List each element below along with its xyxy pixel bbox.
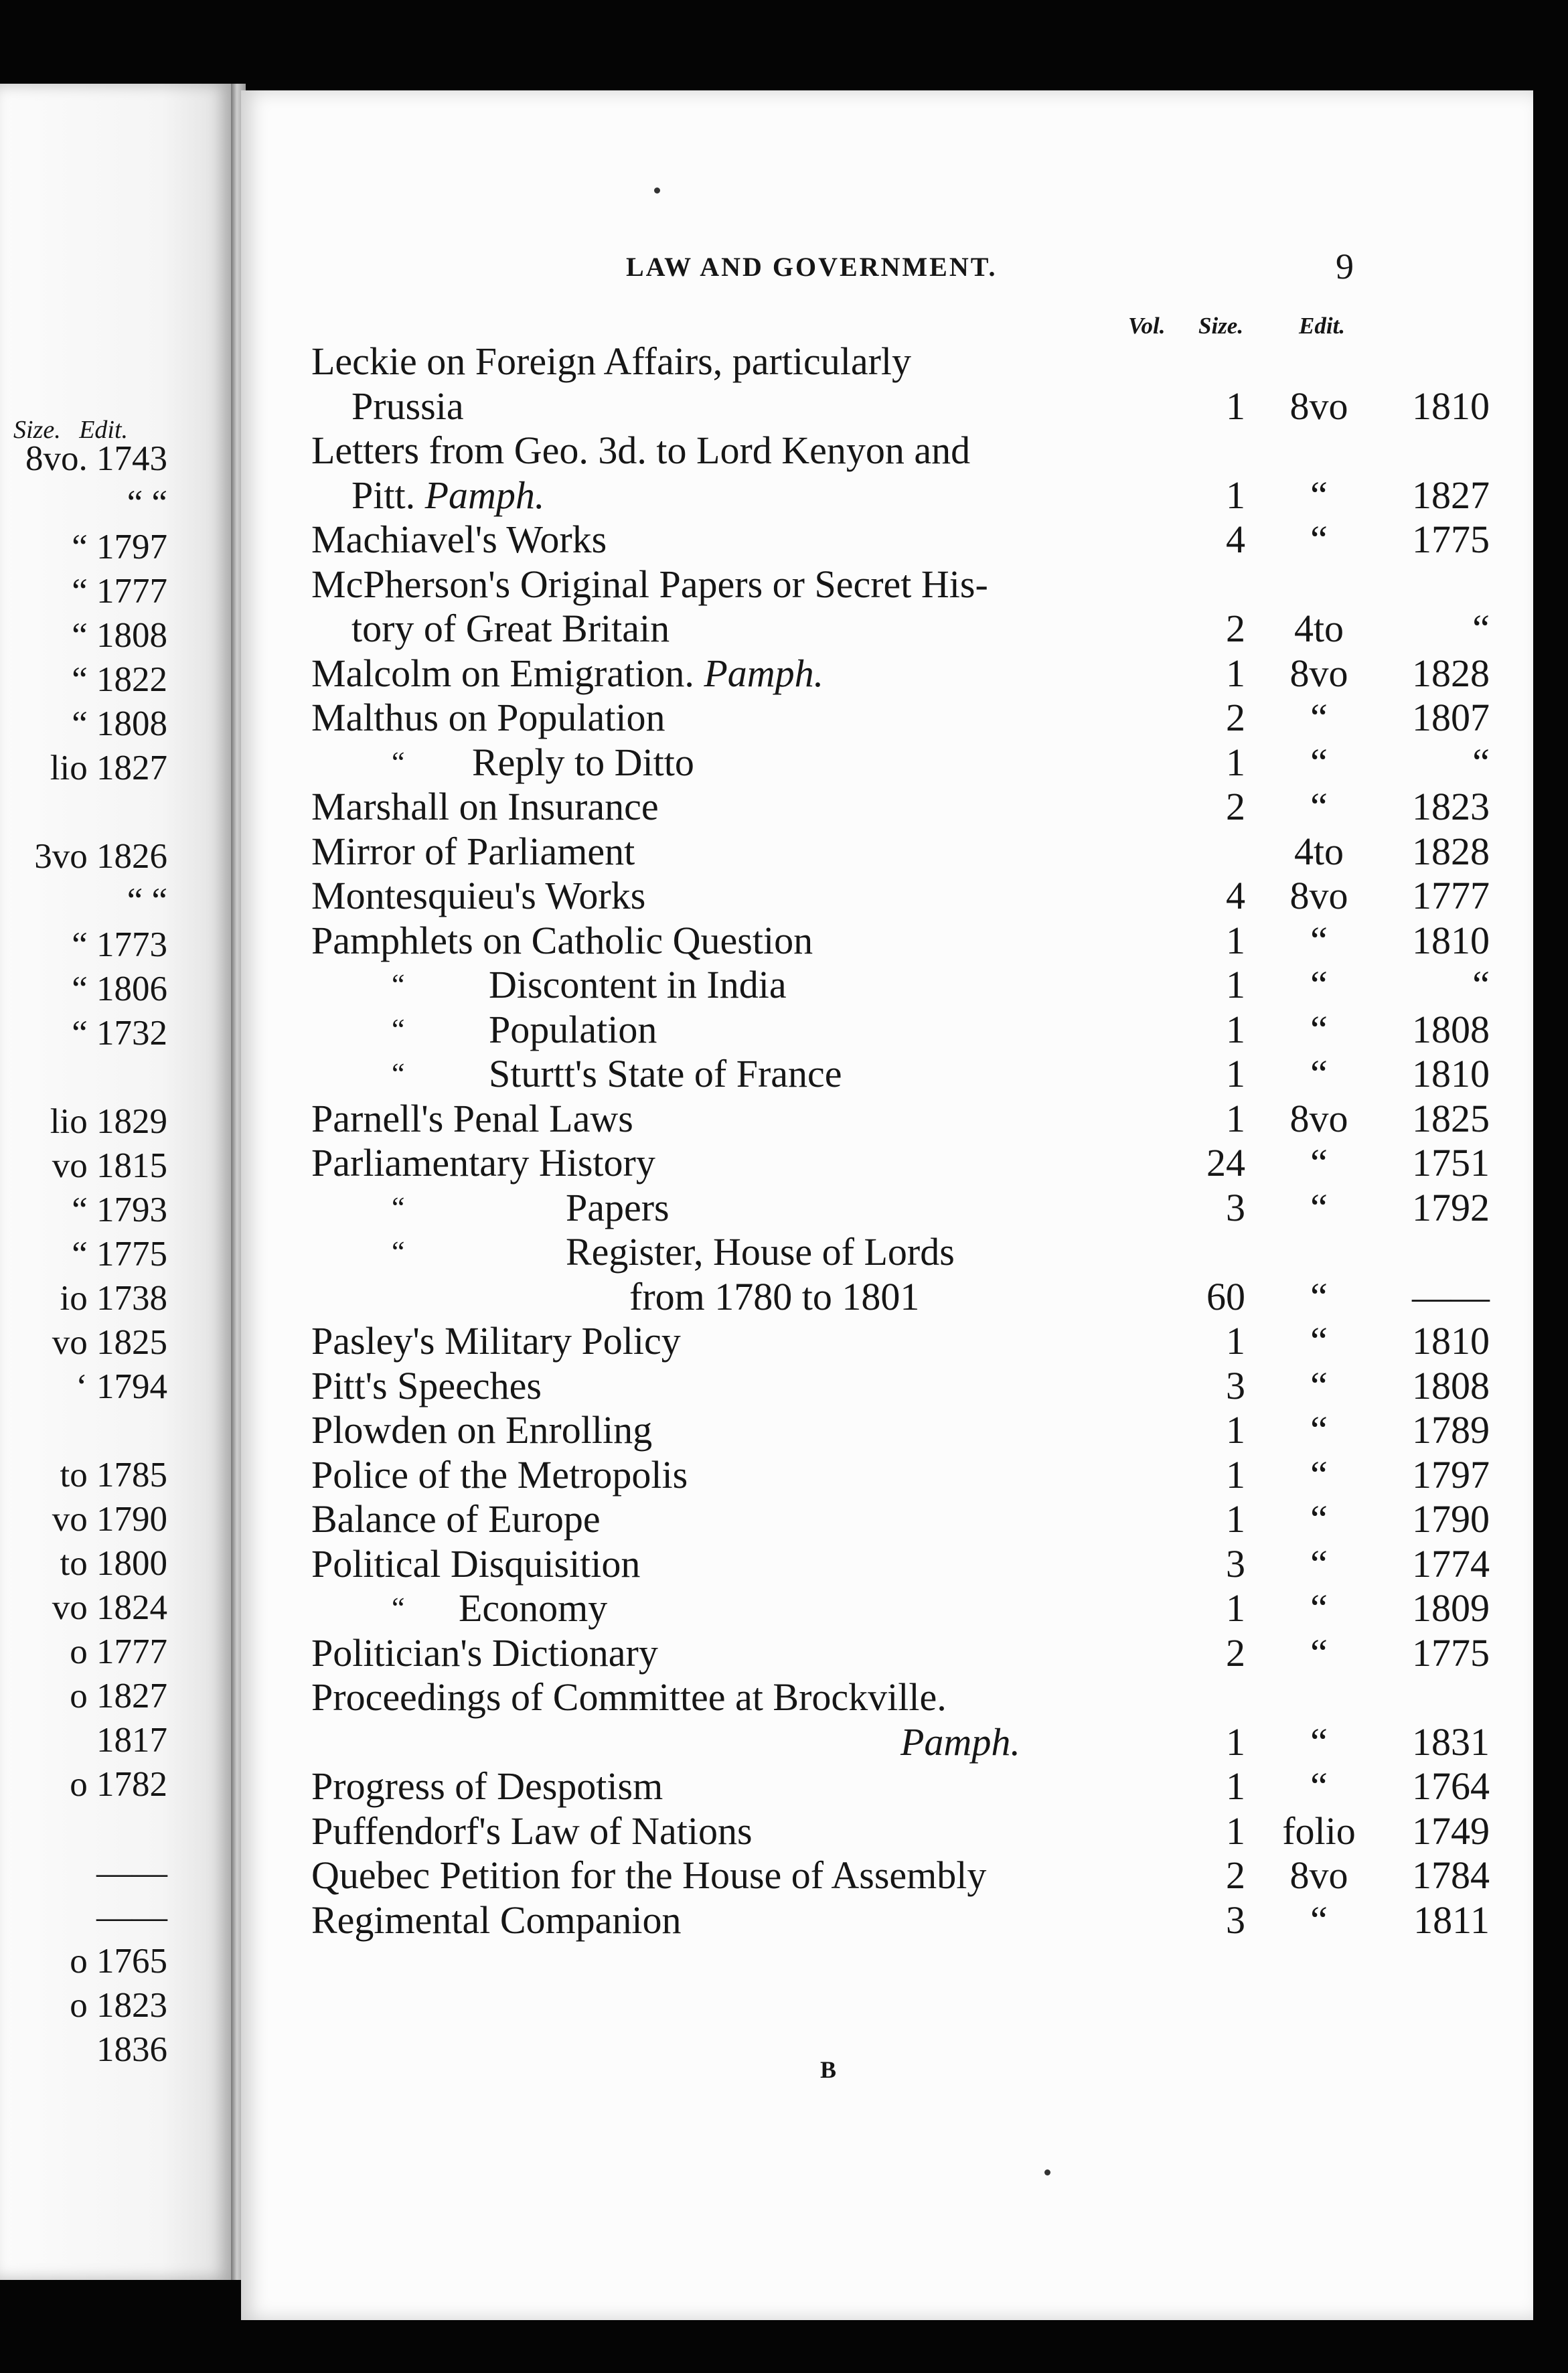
catalogue-entry [311, 739, 1530, 786]
entry-size: 8vo [1289, 651, 1348, 695]
vol-column-header: Vol. [1128, 313, 1166, 339]
entry-edition: 1810 [1412, 1319, 1490, 1363]
entry-size: “ [1310, 1586, 1328, 1630]
entry-size: “ [1310, 1319, 1328, 1363]
printer-signature: B [820, 2056, 837, 2083]
entry-edition: “ [1472, 740, 1490, 784]
entry-edition: 1810 [1412, 384, 1490, 428]
entry-size: 8vo [1289, 384, 1348, 428]
left-page-row: “ 1822 [72, 660, 167, 699]
entry-size: “ [1310, 1719, 1328, 1764]
catalogue-entry [311, 1318, 1530, 1365]
entry-edition: 1789 [1412, 1408, 1490, 1452]
entry-title: Puffendorf's Law of Nations [311, 1809, 753, 1853]
entry-volumes: 2 [1226, 1630, 1245, 1675]
entry-volumes: 1 [1226, 384, 1245, 428]
entry-size: “ [1310, 1007, 1328, 1051]
left-page-row: “ 1732 [72, 1014, 167, 1053]
entry-size: 8vo [1289, 874, 1348, 917]
entry-title: Plowden on Enrolling [311, 1408, 653, 1452]
entry-volumes: 1 [1226, 1809, 1245, 1853]
entry-edition: 1827 [1412, 473, 1490, 517]
left-size-header: Size. [13, 416, 61, 444]
entry-volumes: 1 [1226, 1408, 1245, 1452]
entry-volumes: 1 [1226, 1007, 1245, 1051]
left-page-row: “ 1775 [72, 1235, 167, 1274]
entry-title: Quebec Petition for the House of Assembly [311, 1853, 987, 1897]
catalogue-entry [311, 1808, 1530, 1855]
entry-title: Parnell's Penal Laws [311, 1096, 633, 1140]
entry-volumes: 3 [1226, 1541, 1245, 1586]
entry-size: “ [1310, 1408, 1328, 1452]
left-page-row: “ 1797 [72, 528, 167, 566]
entry-edition: 1797 [1412, 1452, 1490, 1497]
entry-volumes: 1 [1226, 918, 1245, 962]
left-page-row: “ 1793 [72, 1191, 167, 1229]
left-edit-header: Edit. [79, 416, 129, 444]
catalogue-entry [311, 1095, 1530, 1142]
entry-size: “ [1310, 1898, 1328, 1942]
entry-title: Papers [566, 1185, 670, 1229]
entry-edition: 1810 [1412, 918, 1490, 962]
entry-volumes: 1 [1226, 651, 1245, 695]
catalogue-entry [311, 694, 1530, 741]
entry-title: Marshall on Insurance [311, 785, 659, 828]
left-page-row: “ “ [127, 881, 167, 920]
entry-volumes: 1 [1226, 1319, 1245, 1363]
entry-volumes: 2 [1226, 785, 1245, 828]
entry-title: Leckie on Foreign Affairs, particularly [311, 339, 912, 383]
left-page-row: o 1827 [70, 1677, 167, 1715]
entry-title: Parliamentary History [311, 1141, 655, 1184]
entry-volumes: 1 [1226, 1764, 1245, 1808]
left-page-row: “ 1808 [72, 704, 167, 743]
entry-title: Police of the Metropolis [311, 1452, 688, 1497]
entry-volumes: 3 [1226, 1185, 1245, 1229]
entry-title: Pitt's Speeches [311, 1363, 542, 1407]
entry-title: Sturtt's State of France [489, 1052, 842, 1095]
catalogue-entry [311, 1140, 1530, 1186]
entry-size: “ [1310, 1764, 1328, 1808]
entry-title: Economy [459, 1586, 608, 1630]
left-page-row: “ “ [127, 483, 167, 522]
print-speck [654, 187, 660, 194]
entry-title: Pamphlets on Catholic Question [311, 918, 813, 962]
left-page-row: “ 1777 [72, 572, 167, 611]
entry-edition: 1823 [1412, 785, 1490, 828]
entry-size: “ [1310, 1185, 1328, 1229]
entry-volumes: 24 [1206, 1141, 1245, 1184]
ditto-mark: “ [392, 1191, 405, 1224]
catalogue-entry [311, 1852, 1530, 1899]
entry-title: Population [489, 1007, 657, 1051]
entry-volumes: 4 [1226, 874, 1245, 917]
entry-edition: 1828 [1412, 651, 1490, 695]
page-number: 9 [1336, 246, 1354, 287]
catalogue-entry-continuation [311, 1274, 1530, 1320]
entry-size: “ [1310, 740, 1328, 784]
entry-edition: 1784 [1412, 1853, 1490, 1897]
entry-edition: 1808 [1412, 1363, 1490, 1407]
entry-size: “ [1310, 918, 1328, 962]
entry-title: Discontent in India [489, 963, 787, 1006]
entry-title: Mirror of Parliament [311, 829, 635, 873]
entry-size: “ [1310, 785, 1328, 828]
entry-edition: 1775 [1412, 518, 1490, 561]
entry-size: “ [1310, 473, 1328, 517]
entry-volumes: 1 [1226, 1096, 1245, 1140]
catalogue-entry [311, 1897, 1530, 1944]
entry-title: Register, House of Lords [566, 1230, 955, 1274]
left-page-row: lio 1827 [50, 749, 167, 787]
entry-title: Malcolm on Emigration. Pamph. [311, 651, 824, 695]
entry-volumes: 3 [1226, 1898, 1245, 1942]
entry-size: 8vo [1289, 1853, 1348, 1897]
entry-edition: 1777 [1412, 874, 1490, 917]
ditto-mark: “ [392, 1057, 405, 1090]
entry-size: “ [1310, 696, 1328, 739]
left-page-row: “ 1806 [72, 970, 167, 1008]
entry-volumes: 1 [1226, 1052, 1245, 1095]
left-page-row: 1817 [96, 1721, 167, 1760]
entry-size: “ [1310, 1052, 1328, 1095]
entry-title-continuation: from 1780 to 1801 [629, 1274, 920, 1318]
entry-title: Montesquieu's Works [311, 874, 646, 917]
entry-edition: 1831 [1412, 1719, 1490, 1764]
catalogue-entry [311, 650, 1530, 697]
entry-title: Politician's Dictionary [311, 1630, 658, 1675]
catalogue-entry-continuation [311, 605, 1530, 652]
entry-edition: —— [1412, 1274, 1490, 1318]
entry-title: Regimental Companion [311, 1898, 682, 1942]
size-column-header: Size. [1198, 313, 1244, 339]
catalogue-entry [311, 872, 1530, 919]
left-page-row: —— [96, 1898, 167, 1936]
entry-size: “ [1310, 1141, 1328, 1184]
entry-size: 4to [1293, 829, 1344, 873]
left-page-row: —— [96, 1853, 167, 1892]
entry-volumes: 1 [1226, 963, 1245, 1006]
entry-volumes: 1 [1226, 1586, 1245, 1630]
catalogue-entry [311, 427, 1530, 474]
catalogue-entry [311, 1763, 1530, 1810]
entry-title: Letters from Geo. 3d. to Lord Kenyon and [311, 429, 971, 472]
left-page-row: o 1777 [70, 1632, 167, 1671]
catalogue-entry [311, 1674, 1530, 1721]
left-page-row: to 1785 [60, 1456, 167, 1495]
left-page-row: lio 1829 [50, 1102, 167, 1141]
entry-size: “ [1310, 963, 1328, 1006]
entry-edition: 1810 [1412, 1052, 1490, 1095]
catalogue-entry [311, 1496, 1530, 1543]
entry-volumes: 1 [1226, 740, 1245, 784]
entry-edition: 1751 [1412, 1141, 1490, 1184]
entry-size: 4to [1293, 607, 1344, 650]
entry-edition: “ [1472, 963, 1490, 1006]
entry-size: 8vo [1289, 1096, 1348, 1140]
entry-volumes: 2 [1226, 1853, 1245, 1897]
catalogue-entry [311, 1051, 1530, 1097]
entry-size: “ [1310, 1452, 1328, 1497]
entry-title: Machiavel's Works [311, 518, 607, 561]
entry-volumes: 2 [1226, 696, 1245, 739]
entry-edition: 1808 [1412, 1007, 1490, 1051]
entry-edition: 1764 [1412, 1764, 1490, 1808]
entry-volumes: 1 [1226, 473, 1245, 517]
catalogue-entry [311, 1006, 1530, 1053]
entry-edition: 1811 [1413, 1898, 1490, 1942]
catalogue-entry [311, 1407, 1530, 1454]
entry-title: Reply to Ditto [472, 740, 694, 784]
entry-size: “ [1310, 1630, 1328, 1675]
entry-edition: 1775 [1412, 1630, 1490, 1675]
catalogue-entry [311, 1630, 1530, 1677]
catalogue-entry-continuation [311, 383, 1530, 430]
print-speck [1044, 2169, 1050, 2175]
left-page-row: to 1800 [60, 1544, 167, 1583]
left-page-row: 1836 [96, 2030, 167, 2069]
catalogue-entry-continuation [311, 1719, 1530, 1766]
catalogue-entry [311, 1229, 1530, 1276]
left-page [0, 84, 231, 2280]
entry-title: McPherson's Original Papers or Secret His- [311, 562, 988, 606]
entry-edition: 1825 [1412, 1096, 1490, 1140]
catalogue-entry [311, 1585, 1530, 1632]
left-page-row: o 1823 [70, 1986, 167, 2025]
entry-edition: 1774 [1412, 1541, 1490, 1586]
catalogue-entry-continuation [311, 472, 1530, 519]
entry-volumes: 2 [1226, 607, 1245, 650]
left-page-row: o 1782 [70, 1765, 167, 1804]
catalogue-entry [311, 1184, 1530, 1231]
entry-edition: 1809 [1412, 1586, 1490, 1630]
catalogue-entry [311, 783, 1530, 830]
entry-volumes: 1 [1226, 1452, 1245, 1497]
entry-size: “ [1310, 1541, 1328, 1586]
left-page-row: “ 1773 [72, 925, 167, 964]
entry-size: folio [1282, 1809, 1356, 1853]
entry-edition: 1749 [1412, 1809, 1490, 1853]
left-page-row: “ 1808 [72, 616, 167, 655]
left-page-row: vo 1825 [52, 1323, 167, 1362]
left-page-row: vo 1815 [52, 1146, 167, 1185]
entry-volumes: 1 [1226, 1719, 1245, 1764]
catalogue-entry [311, 561, 1530, 608]
catalogue-entry [311, 1363, 1530, 1409]
entry-size: “ [1310, 1497, 1328, 1541]
catalogue-entry [311, 962, 1530, 1008]
entry-format-note: Pamph. [900, 1719, 1020, 1764]
catalogue-entry [311, 1541, 1530, 1588]
entry-title: Proceedings of Committee at Brockville. [311, 1675, 947, 1719]
entry-volumes: 3 [1226, 1363, 1245, 1407]
ditto-mark: “ [392, 968, 405, 1001]
entry-size: “ [1310, 1363, 1328, 1407]
entry-volumes: 4 [1226, 518, 1245, 561]
left-page-row: io 1738 [60, 1279, 167, 1318]
right-page [241, 90, 1533, 2320]
entry-title: Progress of Despotism [311, 1764, 663, 1808]
entry-volumes: 60 [1206, 1274, 1245, 1318]
left-page-row: 3vo 1826 [34, 837, 167, 876]
entry-title-continuation [900, 1719, 1020, 1766]
entry-title-continuation: Pitt. Pamph. [351, 473, 545, 517]
catalogue-entry [311, 338, 1530, 385]
entry-format-note: Pamph. [694, 651, 824, 695]
catalogue-entry [311, 1452, 1530, 1499]
entry-size: “ [1310, 1274, 1328, 1318]
left-page-row: 8vo. 1743 [25, 439, 167, 478]
entry-edition: 1790 [1412, 1497, 1490, 1541]
entry-format-note: Pamph. [415, 473, 545, 517]
left-page-row: vo 1790 [52, 1500, 167, 1539]
catalogue-entry [311, 516, 1530, 563]
entry-volumes: 1 [1226, 1497, 1245, 1541]
entry-title: Political Disquisition [311, 1541, 641, 1586]
entry-title: Pasley's Military Policy [311, 1319, 681, 1363]
entry-edition: 1807 [1412, 696, 1490, 739]
left-page-row: o 1765 [70, 1942, 167, 1981]
catalogue-entry [311, 917, 1530, 964]
entry-title-continuation: Prussia [351, 384, 464, 428]
ditto-mark: “ [392, 1235, 405, 1268]
entry-title-continuation: tory of Great Britain [351, 607, 670, 650]
edit-column-header: Edit. [1299, 313, 1346, 339]
entry-edition: “ [1472, 607, 1490, 650]
entry-title: Malthus on Population [311, 696, 665, 739]
ditto-mark: “ [392, 1012, 405, 1046]
running-head: LAW AND GOVERNMENT. [626, 252, 998, 282]
entry-edition: 1828 [1412, 829, 1490, 873]
ditto-mark: “ [392, 1592, 405, 1624]
entry-title: Balance of Europe [311, 1497, 601, 1541]
left-page-row: ‘ 1794 [76, 1367, 167, 1406]
entry-edition: 1792 [1412, 1185, 1490, 1229]
ditto-mark: “ [392, 745, 405, 779]
left-page-row: vo 1824 [52, 1588, 167, 1627]
entry-size: “ [1310, 518, 1328, 561]
catalogue-entry [311, 828, 1530, 875]
